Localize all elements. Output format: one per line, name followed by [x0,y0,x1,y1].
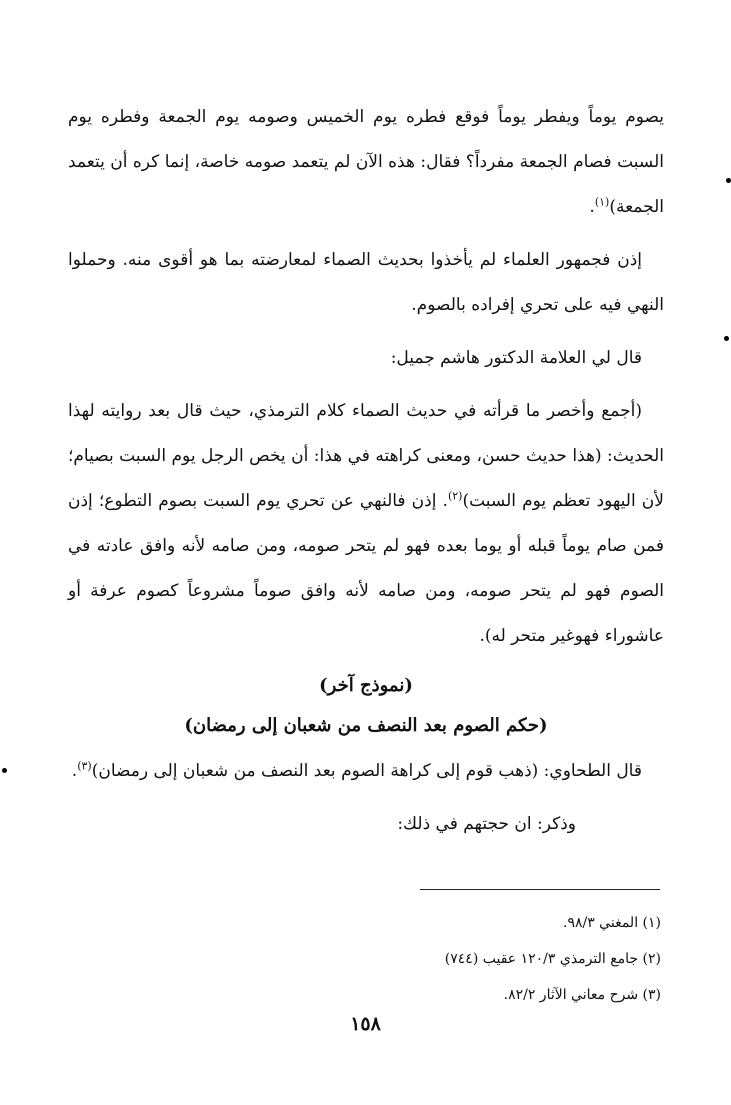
paragraph-5: قال الطحاوي: (ذهب قوم إلى كراهة الصوم بعد النصف من شعبان إلى رمضان)$^{(٣)}$. [71,759,642,781]
paragraph-2: إذن فجمهور العلماء لم يأخذوا بحديث الصماء لمعارضته بما هو أقوى منه. وحملوا النهي فيه على تحري إفراده بالصوم. [68,250,664,315]
page-body [68,95,664,847]
footnote-ref-2[interactable]: (٢) [447,489,463,503]
heading-ruling: (حكم الصوم بعد النصف من شعبان إلى رمضان) [184,715,548,736]
margin-mark [2,768,7,773]
heading-example: (نموذج آخر) [319,675,413,696]
footnote-1: (١) المغني ٩٨/٣. [563,915,661,931]
footnotes [71,905,661,1013]
paragraph-6: وذكر: ان حجتهم في ذلك: [397,814,576,834]
footnote-ref-3[interactable]: (٣) [77,759,92,773]
margin-mark [726,178,731,183]
paragraph-3: قال لي العلامة الدكتور هاشم جميل: [390,348,642,368]
paragraph-1: يصوم يوماً ويفطر يوماً فوقع فطره يوم الخميس وصومه يوم الجمعة وفطره يوم السبت فصام الجمعة مفرداً؟ فقال: هذه الآن لم يتعمد صومه خاصة، إنما كره أن يتعمد الجمعة)$^{(١)}$. [68,107,664,217]
footnote-3: (٣) شرح معاني الآثار ٨٢/٢. [503,987,661,1003]
footnote-ref-1[interactable]: (١) [594,195,610,209]
footnote-divider [420,889,660,890]
footnote-2: (٢) جامع الترمذي ١٢٠/٣ عقيب (٧٤٤) [444,951,661,967]
paragraph-4: (أجمع وأخصر ما قرأته في حديث الصماء كلام الترمذي، حيث قال بعد روايته لهذا الحديث: (هذا حديث حسن، ومعنى كراهته في هذا: أن يخص الرجل يوم السبت بصيام؛ لأن اليهود تعظم يوم السبت)$^{(٢)}$. إذن فالنهي عن تحري يوم السبت بصوم التطوع؛ إذن فمن صام يوماً قبله أو يوما بعده فهو لم يتحر صومه، ومن صامه لأنه وافق عادته في الصوم فهو لم يتحر صومه، ومن صامه لأنه وافق صوماً مشروعاً كصوم عرفة أو عاشوراء فهوغير متحر له). [68,401,664,646]
page-number: ١٥٨ [350,1013,381,1035]
margin-mark [724,336,729,341]
